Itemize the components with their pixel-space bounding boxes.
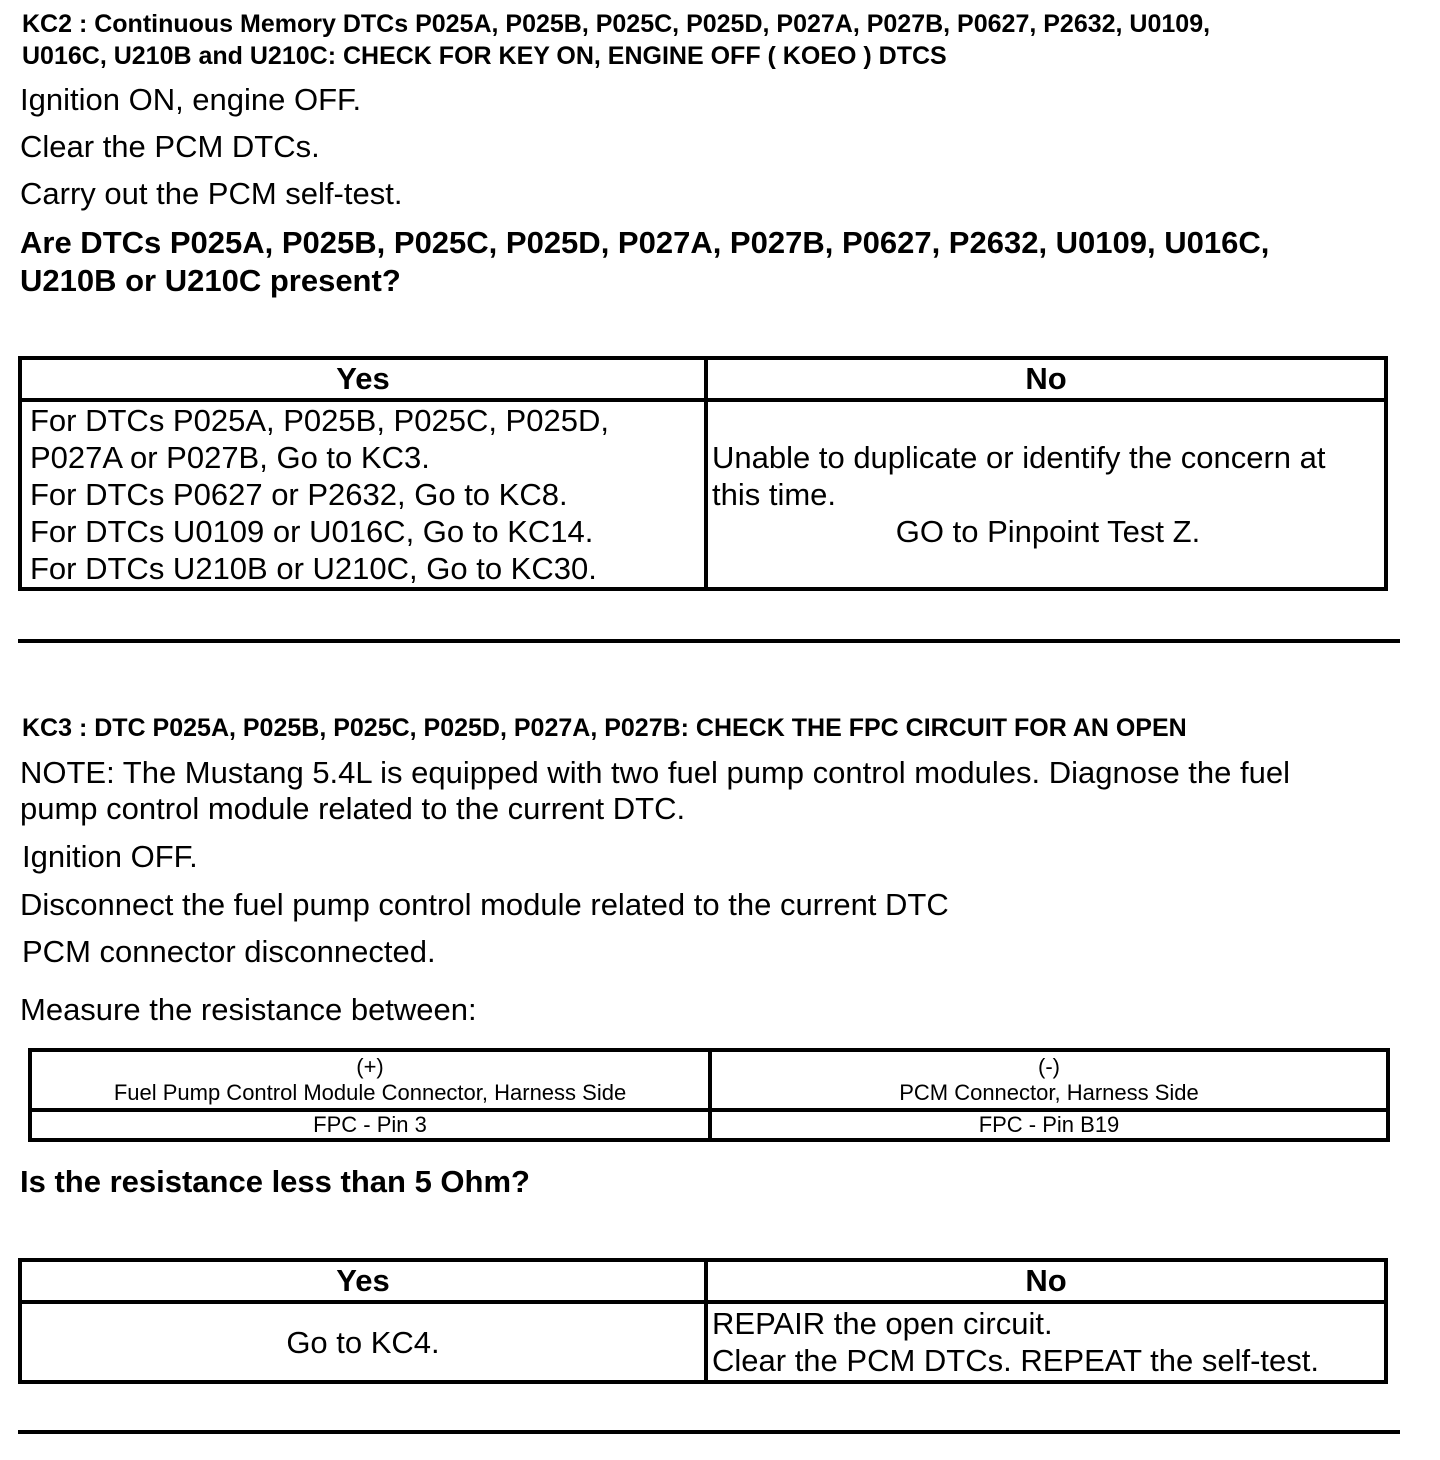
kc3-measure-table	[28, 1048, 1390, 1142]
kc2-question-line2: U210B or U210C present?	[20, 263, 401, 298]
kc3-note	[20, 755, 1290, 827]
kc3-no-header: No	[706, 1260, 1386, 1302]
kc3-no-cell	[706, 1302, 1386, 1382]
kc2-yes-line-5: For DTCs U210B or U210C, Go to KC30.	[30, 551, 597, 586]
section-divider-2	[18, 1430, 1400, 1434]
kc2-yes-line-4: For DTCs U0109 or U016C, Go to KC14.	[30, 514, 594, 549]
kc3-yes-header: Yes	[20, 1260, 706, 1302]
kc3-step-2: Disconnect the fuel pump control module related to the current DTC	[20, 887, 949, 922]
kc2-step-2: Clear the PCM DTCs.	[20, 129, 320, 164]
kc3-plus-value: FPC - Pin 3	[30, 1110, 710, 1140]
kc3-step-3: PCM connector disconnected.	[22, 934, 436, 969]
kc3-no-line-1: REPAIR the open circuit.	[712, 1306, 1053, 1341]
kc2-question	[20, 224, 1269, 300]
kc2-step-3: Carry out the PCM self-test.	[20, 176, 403, 211]
kc2-heading-line1: KC2 : Continuous Memory DTCs P025A, P025B, P025C, P025D, P027A, P027B, P0627, P2632, U0109,	[22, 10, 1211, 38]
kc2-no-line-1: Unable to duplicate or identify the concern at	[712, 440, 1326, 475]
kc3-no-line-2: Clear the PCM DTCs. REPEAT the self-test.	[712, 1343, 1319, 1378]
kc2-yes-header: Yes	[20, 358, 706, 400]
kc3-plus-symbol: (+)	[356, 1054, 384, 1079]
kc3-plus-header	[30, 1050, 710, 1110]
kc3-plus-label: Fuel Pump Control Module Connector, Harness Side	[113, 1080, 627, 1105]
kc3-minus-label: PCM Connector, Harness Side	[899, 1080, 1199, 1105]
kc2-heading-line2: U016C, U210B and U210C: CHECK FOR KEY ON, ENGINE OFF ( KOEO ) DTCS	[22, 42, 947, 70]
kc2-no-goto: GO to Pinpoint Test Z.	[895, 514, 1201, 549]
kc2-question-line1: Are DTCs P025A, P025B, P025C, P025D, P027A, P027B, P0627, P2632, U0109, U016C,	[20, 225, 1270, 260]
kc2-yes-line-2: P027A or P027B, Go to KC3.	[30, 440, 430, 475]
kc2-no-line-2: this time.	[712, 477, 837, 512]
kc2-yes-cell	[20, 400, 706, 589]
kc3-note-line2: pump control module related to the current DTC.	[20, 791, 686, 826]
kc3-note-line1: NOTE: The Mustang 5.4L is equipped with two fuel pump control modules. Diagnose the fuel	[20, 755, 1290, 790]
kc3-yes-cell: Go to KC4.	[20, 1302, 706, 1382]
kc3-question: Is the resistance less than 5 Ohm?	[20, 1164, 530, 1199]
kc3-minus-value: FPC - Pin B19	[710, 1110, 1388, 1140]
kc3-result-table	[18, 1258, 1388, 1384]
kc2-step-1: Ignition ON, engine OFF.	[20, 82, 362, 117]
section-divider-1	[18, 639, 1400, 643]
kc2-yes-line-1: For DTCs P025A, P025B, P025C, P025D,	[30, 403, 609, 438]
kc2-result-table	[18, 356, 1388, 591]
kc3-heading: KC3 : DTC P025A, P025B, P025C, P025D, P027A, P027B: CHECK THE FPC CIRCUIT FOR AN OPEN	[22, 714, 1187, 742]
kc2-heading	[22, 8, 1210, 72]
kc2-no-cell	[706, 400, 1386, 589]
kc3-minus-symbol: (-)	[1038, 1054, 1060, 1079]
kc3-minus-header	[710, 1050, 1388, 1110]
kc3-measure-label: Measure the resistance between:	[20, 992, 477, 1027]
kc2-no-header: No	[706, 358, 1386, 400]
kc2-yes-line-3: For DTCs P0627 or P2632, Go to KC8.	[30, 477, 568, 512]
kc3-step-1: Ignition OFF.	[22, 839, 198, 874]
